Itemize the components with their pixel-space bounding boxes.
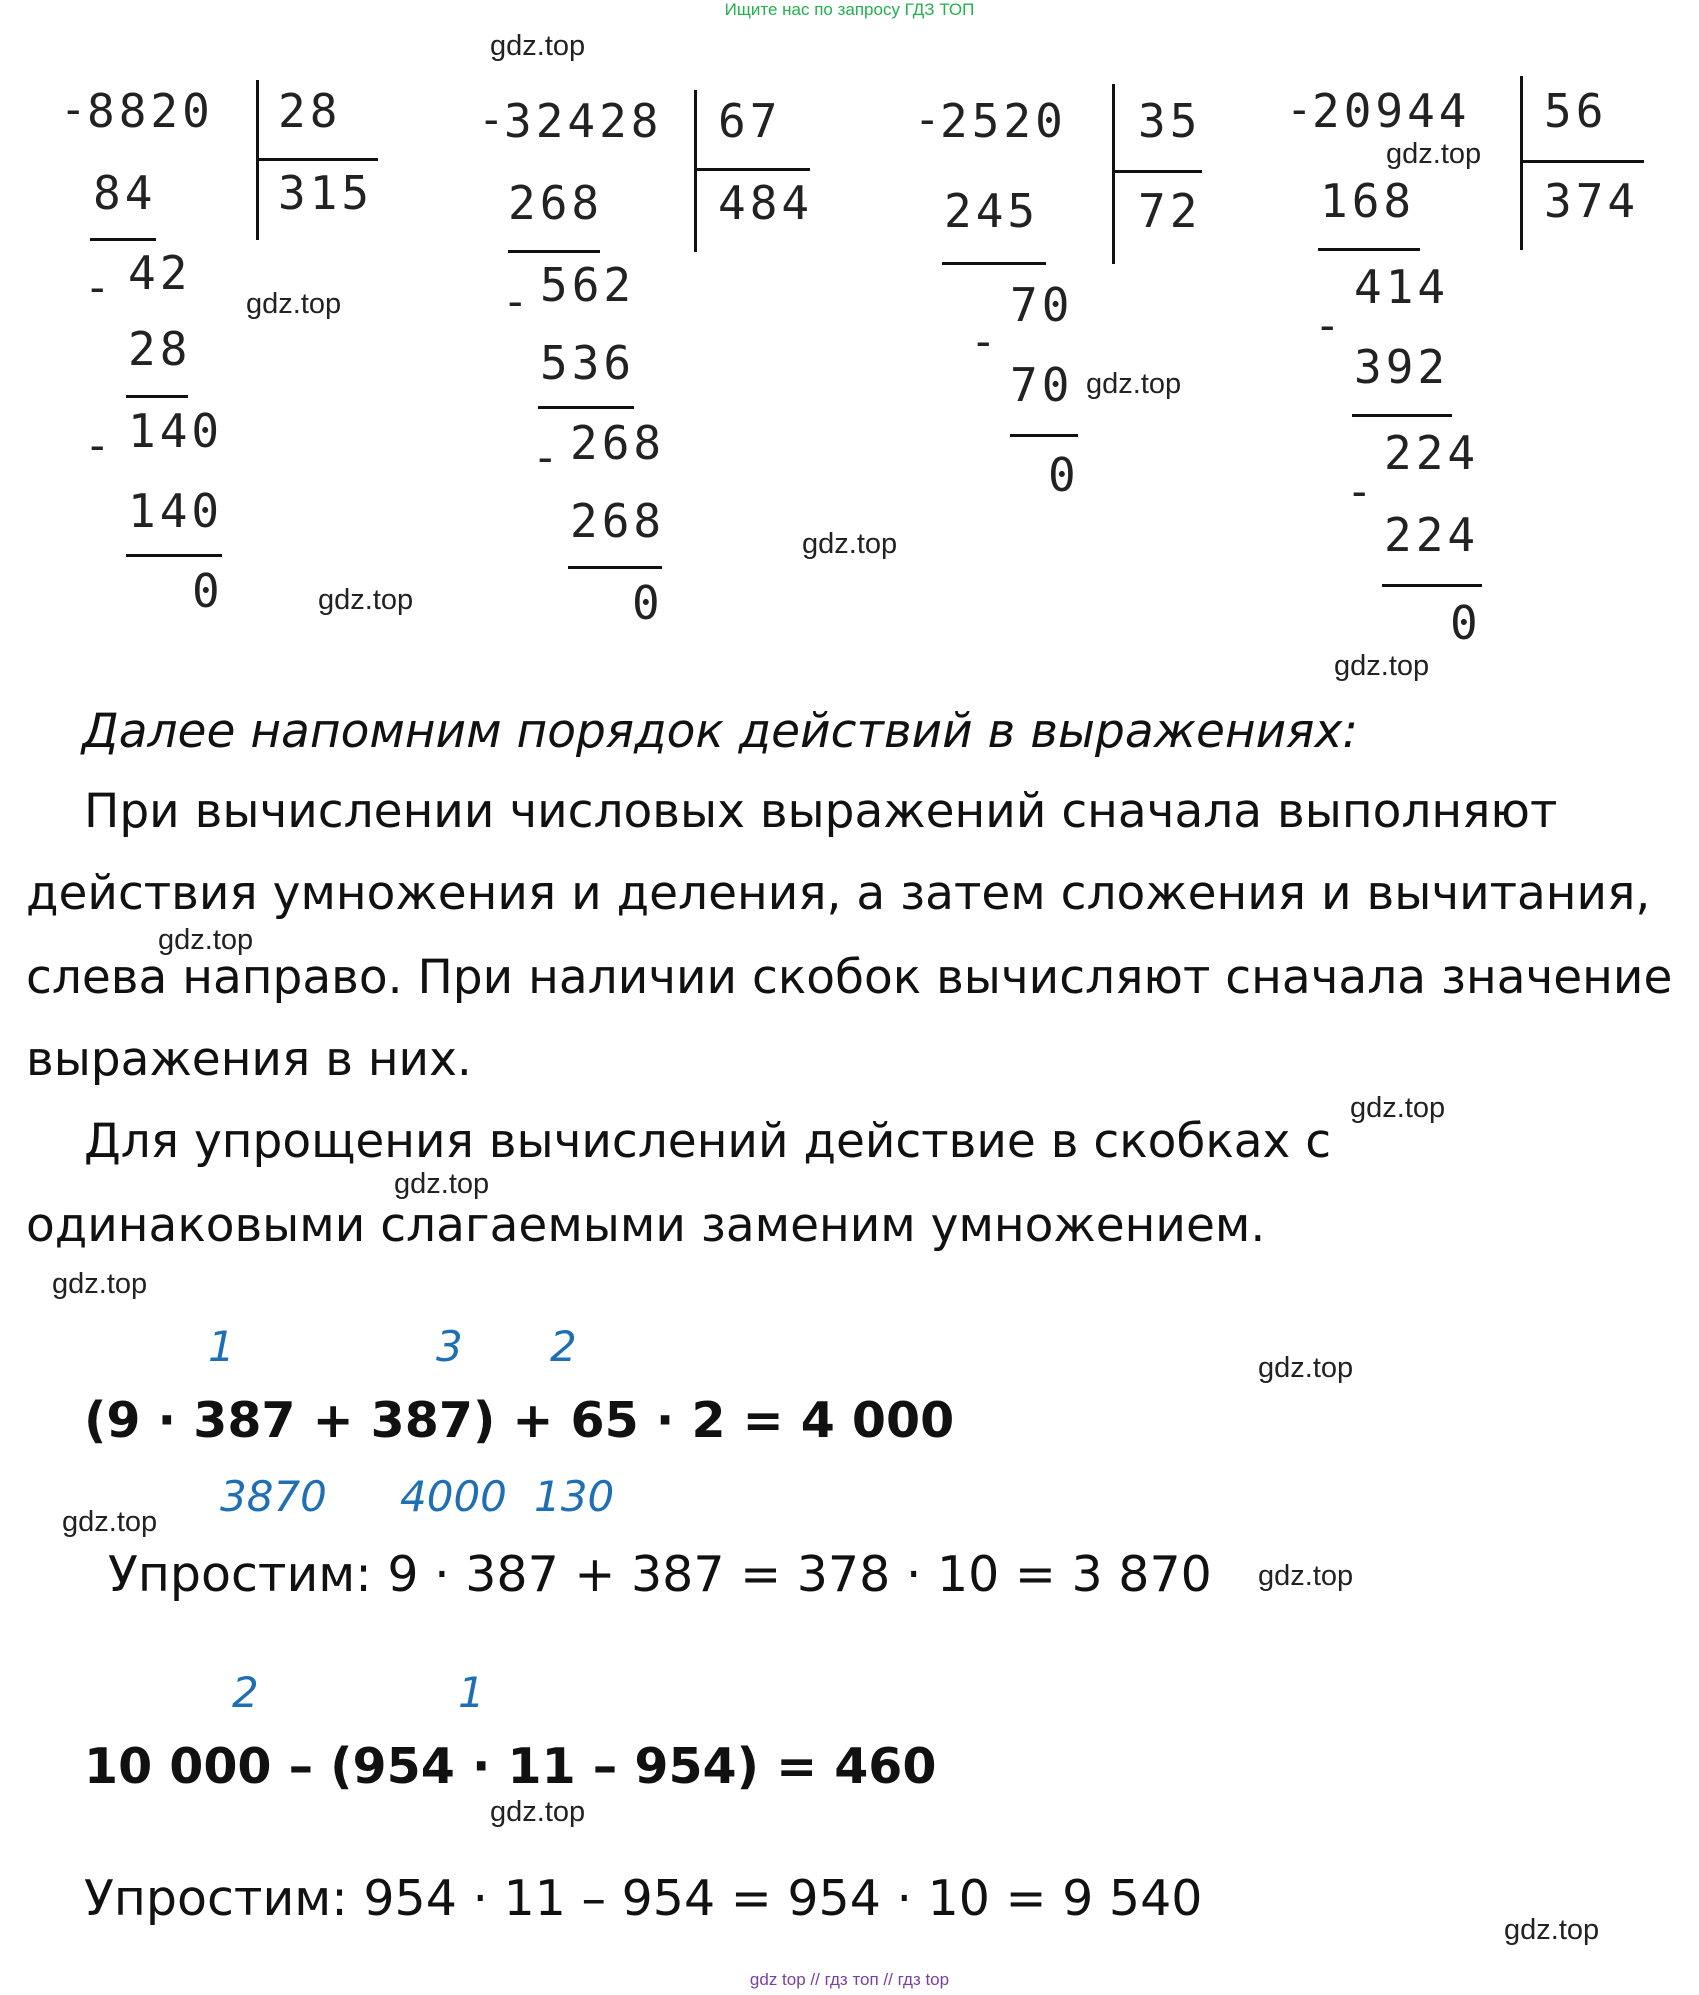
step-value: 0 bbox=[632, 576, 664, 630]
step-value: 414 bbox=[1354, 260, 1450, 314]
step-line bbox=[1382, 584, 1482, 587]
minus-sign: - bbox=[532, 432, 559, 483]
watermark: gdz.top bbox=[1334, 650, 1430, 682]
step-value: 140 bbox=[128, 484, 224, 538]
watermark: gdz.top bbox=[52, 1268, 148, 1300]
minus-sign: - bbox=[914, 94, 941, 145]
step-value: 562 bbox=[540, 258, 636, 312]
division-bar bbox=[694, 90, 697, 252]
watermark: gdz.top bbox=[1258, 1560, 1354, 1592]
paragraph-line: одинаковыми слагаемыми заменим умножением. bbox=[26, 1198, 1266, 1253]
quotient-line bbox=[1112, 170, 1202, 173]
bottom-banner[interactable]: gdz top // гдз топ // гдз top bbox=[749, 1970, 950, 1989]
step-value: 42 bbox=[128, 246, 192, 300]
minus-sign: - bbox=[84, 420, 111, 471]
step-value: 84 bbox=[93, 166, 157, 220]
step-line bbox=[126, 395, 188, 398]
step-value: 536 bbox=[540, 336, 636, 390]
intermediate-result: 3870 bbox=[220, 1472, 327, 1521]
step-line bbox=[568, 566, 662, 569]
watermark: gdz.top bbox=[1258, 1352, 1354, 1384]
simplify-1: Упростим: 9 · 387 + 387 = 378 · 10 = 3 870 bbox=[108, 1546, 1212, 1603]
simplify-2: Упростим: 954 · 11 – 954 = 954 · 10 = 9 540 bbox=[84, 1870, 1203, 1927]
minus-sign: - bbox=[84, 262, 111, 313]
quotient: 374 bbox=[1544, 174, 1640, 228]
order-number: 1 bbox=[208, 1322, 235, 1371]
paragraph-line: выражения в них. bbox=[26, 1032, 472, 1087]
division-bar bbox=[1520, 76, 1523, 250]
watermark: gdz.top bbox=[1386, 138, 1482, 170]
step-line bbox=[126, 554, 222, 557]
quotient: 484 bbox=[718, 176, 814, 230]
minus-sign: - bbox=[1286, 84, 1313, 135]
quotient: 315 bbox=[278, 166, 374, 220]
step-value: 0 bbox=[1048, 448, 1080, 502]
minus-sign: - bbox=[502, 276, 529, 327]
watermark: gdz.top bbox=[246, 288, 342, 320]
paragraph-line: слева направо. При наличии скобок вычисляют сначала значение bbox=[26, 950, 1673, 1005]
divisor: 35 bbox=[1138, 94, 1202, 148]
order-number: 1 bbox=[458, 1668, 485, 1717]
order-number: 2 bbox=[550, 1322, 577, 1371]
minus-sign: - bbox=[60, 84, 87, 135]
watermark: gdz.top bbox=[1350, 1092, 1446, 1124]
equation-1: (9 · 387 + 387) + 65 · 2 = 4 000 bbox=[84, 1392, 955, 1449]
step-value: 168 bbox=[1320, 174, 1416, 228]
minus-sign: - bbox=[478, 94, 505, 145]
dividend: 20944 bbox=[1312, 84, 1471, 138]
step-line bbox=[942, 262, 1046, 265]
minus-sign: - bbox=[1314, 300, 1341, 351]
watermark: gdz.top bbox=[490, 1796, 586, 1828]
watermark: gdz.top bbox=[394, 1168, 490, 1200]
watermark: gdz.top bbox=[1086, 368, 1182, 400]
order-number: 2 bbox=[232, 1668, 259, 1717]
step-value: 0 bbox=[192, 564, 224, 618]
step-value: 70 bbox=[1010, 358, 1074, 412]
paragraph-line: При вычислении числовых выражений сначала выполняют bbox=[84, 784, 1558, 839]
step-line bbox=[1352, 414, 1452, 417]
paragraph-line: действия умножения и деления, а затем сложения и вычитания, bbox=[26, 866, 1651, 921]
step-line bbox=[1010, 434, 1078, 437]
divisor: 67 bbox=[718, 94, 782, 148]
step-line bbox=[1318, 248, 1420, 251]
watermark: gdz.top bbox=[318, 584, 414, 616]
step-value: 224 bbox=[1384, 426, 1480, 480]
intermediate-result: 4000 bbox=[400, 1472, 507, 1521]
minus-sign: - bbox=[970, 316, 997, 367]
step-value: 268 bbox=[570, 416, 666, 470]
divisor: 28 bbox=[278, 84, 342, 138]
watermark: gdz.top bbox=[490, 30, 586, 62]
watermark: gdz.top bbox=[62, 1506, 158, 1538]
dividend: 2520 bbox=[940, 94, 1067, 148]
step-value: 0 bbox=[1450, 596, 1482, 650]
dividend: 8820 bbox=[87, 84, 214, 138]
quotient-line bbox=[1520, 160, 1644, 163]
step-value: 28 bbox=[128, 322, 192, 376]
quotient-line bbox=[256, 158, 378, 161]
step-line bbox=[508, 250, 600, 253]
dividend: 32428 bbox=[504, 94, 663, 148]
paragraph-line: Для упрощения вычислений действие в скобках с bbox=[84, 1114, 1332, 1169]
step-value: 392 bbox=[1354, 340, 1450, 394]
equation-2: 10 000 – (954 · 11 – 954) = 460 bbox=[84, 1738, 937, 1795]
section-heading: Далее напомним порядок действий в выражениях: bbox=[82, 704, 1359, 759]
step-line bbox=[538, 406, 634, 409]
step-value: 268 bbox=[570, 494, 666, 548]
step-value: 245 bbox=[944, 184, 1040, 238]
step-value: 224 bbox=[1384, 508, 1480, 562]
order-number: 3 bbox=[436, 1322, 463, 1371]
quotient: 72 bbox=[1138, 184, 1202, 238]
step-value: 70 bbox=[1010, 278, 1074, 332]
quotient-line bbox=[694, 168, 810, 171]
minus-sign: - bbox=[1346, 466, 1373, 517]
watermark: gdz.top bbox=[158, 924, 254, 956]
step-value: 140 bbox=[128, 404, 224, 458]
intermediate-result: 130 bbox=[534, 1472, 615, 1521]
watermark: gdz.top bbox=[802, 528, 898, 560]
step-line bbox=[90, 238, 156, 241]
step-value: 268 bbox=[508, 176, 604, 230]
division-bar bbox=[1112, 84, 1115, 264]
watermark: gdz.top bbox=[1504, 1914, 1600, 1946]
divisor: 56 bbox=[1544, 84, 1608, 138]
top-banner[interactable]: Ищите нас по запросу ГДЗ ТОП bbox=[724, 0, 975, 19]
